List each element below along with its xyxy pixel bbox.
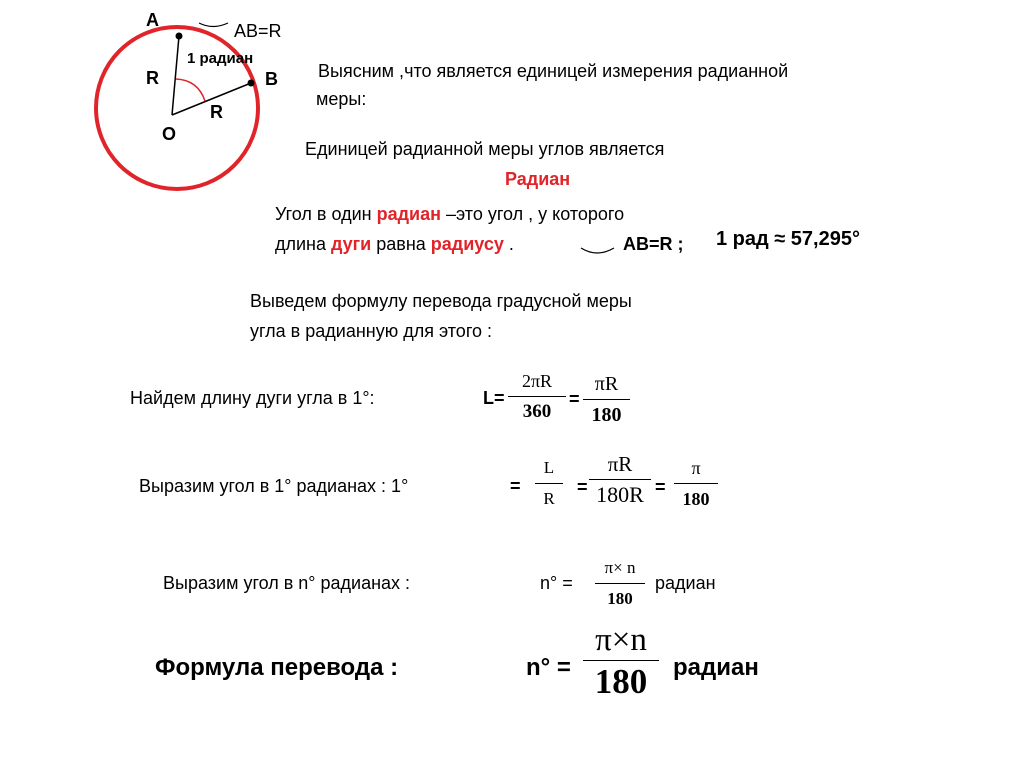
definition-text: Угол в один xyxy=(275,204,377,224)
fraction-numerator: π xyxy=(691,458,701,478)
label-R-left: R xyxy=(146,68,159,88)
fraction-bar xyxy=(674,483,718,484)
step2-text: Выразим угол в 1° радианах : 1° xyxy=(139,476,409,496)
label-A: A xyxy=(146,10,159,30)
radian-approximation: 1 рад ≈ 57,295° xyxy=(716,228,860,250)
definition-text: –это угол , у которого xyxy=(440,204,625,224)
label-R-lower: R xyxy=(210,102,223,122)
arc-equation: AB=R xyxy=(234,21,282,41)
fraction-denominator: 180 xyxy=(607,589,633,608)
definition-text: равна xyxy=(371,234,431,254)
fraction-denominator: R xyxy=(543,489,555,508)
step1-fraction-2 xyxy=(583,373,630,426)
definition-arc-equation: AB=R ; xyxy=(623,234,684,254)
definition-text: . xyxy=(503,234,514,254)
step2-equals-2: = xyxy=(577,477,588,497)
fraction-numerator: L xyxy=(543,458,555,477)
fraction-bar xyxy=(508,396,566,397)
definition-word-radius: радиусу xyxy=(430,234,504,254)
definition-word-radian: радиан xyxy=(376,204,441,224)
fraction-denominator: 180 xyxy=(594,662,648,701)
derive-line-1: Выведем формулу перевода градусной меры xyxy=(250,291,632,311)
step2-equals-1: = xyxy=(510,476,521,496)
final-unit: радиан xyxy=(673,654,759,681)
point-A xyxy=(176,33,183,40)
step3-unit: радиан xyxy=(655,573,716,593)
step2-fraction-1 xyxy=(535,458,563,509)
step1-lhs: L= xyxy=(483,388,505,408)
derive-line-2: угла в радианную для этого : xyxy=(250,321,492,341)
fraction-bar xyxy=(535,483,563,484)
fraction-denominator: 360 xyxy=(522,401,552,422)
fraction-bar xyxy=(583,399,630,400)
fraction-bar xyxy=(595,583,645,584)
fraction-numerator: π×n xyxy=(595,622,647,658)
definition-word-arc: дуги xyxy=(331,234,372,254)
label-B: B xyxy=(265,69,278,89)
final-fraction xyxy=(583,622,659,701)
step3-fraction xyxy=(595,558,645,609)
angle-arc xyxy=(176,79,205,101)
step1-equals: = xyxy=(569,389,580,409)
fraction-numerator: πR xyxy=(607,452,633,476)
final-lhs: n° = xyxy=(526,654,571,681)
fraction-denominator: 180R xyxy=(596,482,644,507)
radius-OA xyxy=(172,36,179,115)
fraction-denominator: 180 xyxy=(682,489,710,509)
intro-line-1: Выясним ,что является единицей измерения радианной xyxy=(318,61,789,81)
step2-equals-3: = xyxy=(655,477,666,497)
fraction-bar xyxy=(589,479,651,480)
fraction-denominator: 180 xyxy=(591,404,622,426)
definition-line-2 xyxy=(275,231,514,258)
step1-fraction-1 xyxy=(508,370,566,423)
step3-text: Выразим угол в n° радианах : xyxy=(163,573,411,593)
fraction-numerator: π× n xyxy=(604,558,636,577)
step1-text: Найдем длину дуги угла в 1°: xyxy=(130,388,375,408)
definition-text: длина xyxy=(275,234,332,254)
arc-symbol-mid xyxy=(581,248,614,253)
definition-line-1 xyxy=(275,201,624,228)
step2-fraction-3 xyxy=(674,458,718,509)
step3-lhs: n° = xyxy=(540,573,573,593)
label-O: O xyxy=(162,124,177,144)
unit-definition-line: Единицей радианной меры углов является xyxy=(305,139,665,159)
step2-fraction-2 xyxy=(589,452,651,507)
fraction-numerator: 2πR xyxy=(521,371,553,391)
fraction-bar xyxy=(583,660,659,661)
final-label: Формула перевода : xyxy=(155,654,399,681)
point-B xyxy=(248,80,255,87)
fraction-numerator: πR xyxy=(594,373,619,395)
intro-line-2: меры: xyxy=(316,89,367,109)
arc-symbol-top xyxy=(199,23,228,27)
angle-label: 1 радиан xyxy=(187,50,254,67)
unit-term-radian: Радиан xyxy=(505,169,571,189)
